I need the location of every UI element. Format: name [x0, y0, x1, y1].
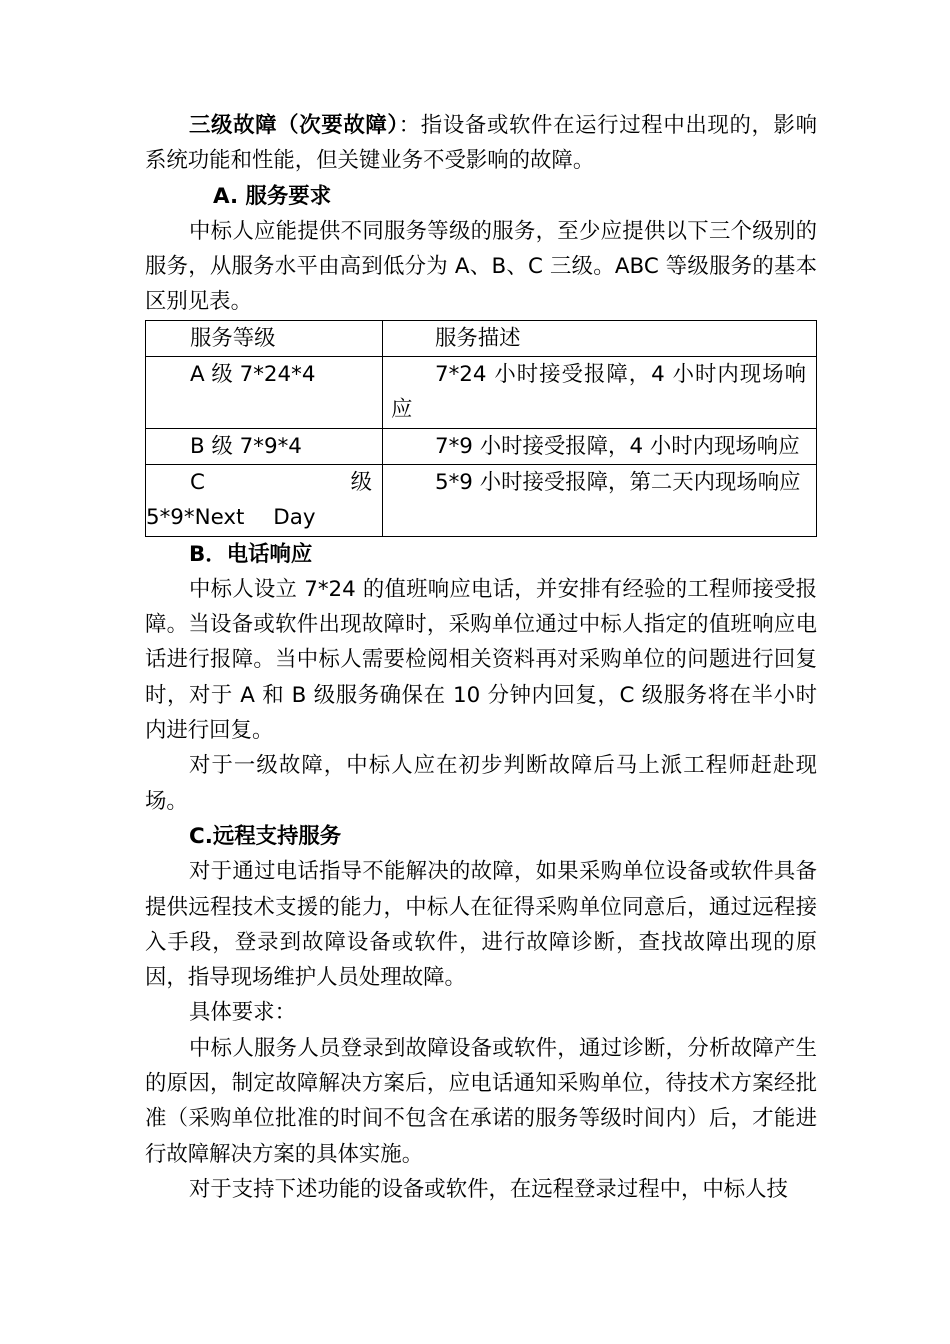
table-header-row: [146, 320, 817, 356]
table-cell-level: A 级 7*24*4: [146, 357, 383, 429]
document-page: [145, 108, 817, 1207]
paragraph-phone-response: 中标人设立 7*24 的值班响应电话，并安排有经验的工程师接受报障。当设备或软件出现故障时，采购单位通过中标人指定的值班响应电话进行报障。当中标人需要检阅相关资料再对采购单位的问题进行回复时，对于 A 和 B 级服务确保在 10 分钟内回复，C 级服务将在半小时内进行回复。: [145, 576, 817, 744]
table-cell-level: B 级 7*9*4: [146, 428, 383, 464]
paragraph-level3-fault: [145, 108, 817, 179]
table-cell-description: 7*9 小时接受报障，4 小时内现场响应: [383, 428, 817, 464]
table-cell-description: 7*24 小时接受报障，4 小时内现场响应: [383, 357, 817, 429]
level3-fault-definition: ：指设备或软件在运行过程中出现的，影响系统功能和性能，但关键业务不受影响的故障。: [145, 113, 817, 174]
heading-service-requirements: A. 服务要求: [213, 183, 332, 209]
service-level-table: [145, 320, 817, 537]
heading-remote-support: C.远程支持服务: [189, 823, 342, 849]
table-row: [146, 428, 817, 464]
paragraph-remote-login: 对于支持下述功能的设备或软件，在远程登录过程中，中标人技: [189, 1176, 788, 1202]
heading-phone-response: B．电话响应: [189, 541, 313, 567]
table-header-level: 服务等级: [146, 320, 383, 356]
paragraph-remote-support: 对于通过电话指导不能解决的故障，如果采购单位设备或软件具备提供远程技术支援的能力，中标人在征得采购单位同意后，通过远程接入手段，登录到故障设备或软件，进行故障诊断，查找故障出现的原因，指导现场维护人员处理故障。: [145, 859, 817, 991]
table-row: [146, 357, 817, 429]
table-cell-level: C 级 5*9*Next Day: [146, 464, 383, 536]
paragraph-specific-requirements-label: 具体要求：: [189, 1000, 296, 1026]
paragraph-level1-fault: 对于一级故障，中标人应在初步判断故障后马上派工程师赶赴现场。: [145, 753, 817, 814]
level3-fault-term: 三级故障（次要故障）: [189, 113, 399, 138]
paragraph-specific-requirements: 中标人服务人员登录到故障设备或软件，通过诊断，分析故障产生的原因，制定故障解决方案后，应电话通知采购单位，待技术方案经批准（采购单位批准的时间不包含在承诺的服务等级时间内）后，才能进行故障解决方案的具体实施。: [145, 1035, 817, 1167]
table-cell-description: 5*9 小时接受报障，第二天内现场响应: [383, 464, 817, 536]
table-header-description: 服务描述: [383, 320, 817, 356]
table-row: [146, 464, 817, 536]
paragraph-service-levels: 中标人应能提供不同服务等级的服务，至少应提供以下三个级别的服务，从服务水平由高到低分为 A、B、C 三级。ABC 等级服务的基本区别见表。: [145, 218, 817, 315]
